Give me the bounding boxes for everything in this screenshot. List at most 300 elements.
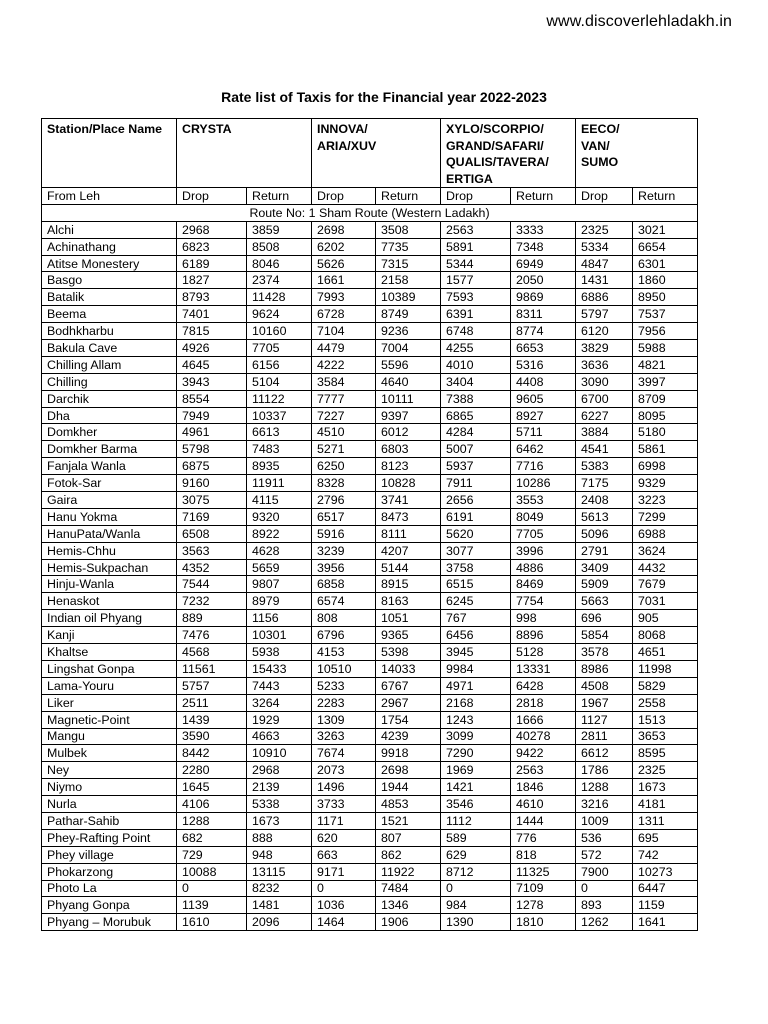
crysta-drop-cell: 3943 (177, 373, 247, 390)
crysta-return-cell: 1929 (247, 711, 312, 728)
table-row (42, 441, 698, 458)
station-name-cell: Hemis-Sukpachan (42, 559, 177, 576)
table-row (42, 728, 698, 745)
xylo-return-cell: 1666 (511, 711, 576, 728)
crysta-drop-cell: 5757 (177, 677, 247, 694)
xylo-drop-cell: 4255 (441, 340, 511, 357)
crysta-return-cell: 2139 (247, 779, 312, 796)
return-header-cell: Return (633, 188, 698, 205)
crysta-drop-cell: 4106 (177, 796, 247, 813)
xylo-drop-cell: 7911 (441, 475, 511, 492)
innova-return-cell: 8123 (376, 458, 441, 475)
eeco-drop-cell: 0 (576, 880, 633, 897)
vehicle-group-line: QUALIS/TAVERA/ (446, 155, 549, 169)
station-name-cell: Phey village (42, 846, 177, 863)
innova-drop-cell: 1661 (312, 272, 376, 289)
crysta-drop-cell: 1439 (177, 711, 247, 728)
station-name-cell: Magnetic-Point (42, 711, 177, 728)
crysta-drop-cell: 4352 (177, 559, 247, 576)
taxi-rate-table (41, 118, 698, 931)
innova-return-cell: 9236 (376, 323, 441, 340)
crysta-drop-cell: 1645 (177, 779, 247, 796)
table-row (42, 458, 698, 475)
crysta-drop-cell: 4568 (177, 644, 247, 661)
crysta-return-cell: 8922 (247, 525, 312, 542)
innova-return-cell: 9918 (376, 745, 441, 762)
eeco-return-cell: 5180 (633, 424, 698, 441)
xylo-drop-cell: 7593 (441, 289, 511, 306)
innova-drop-cell: 3584 (312, 373, 376, 390)
eeco-return-cell: 7299 (633, 508, 698, 525)
innova-return-cell: 1906 (376, 914, 441, 931)
table-row (42, 390, 698, 407)
xylo-drop-cell: 5937 (441, 458, 511, 475)
xylo-drop-cell: 6748 (441, 323, 511, 340)
xylo-return-cell: 7754 (511, 593, 576, 610)
crysta-return-cell: 10160 (247, 323, 312, 340)
xylo-drop-cell: 6245 (441, 593, 511, 610)
innova-drop-cell: 10510 (312, 660, 376, 677)
eeco-return-cell: 905 (633, 610, 698, 627)
eeco-drop-cell: 5854 (576, 627, 633, 644)
crysta-return-cell: 2096 (247, 914, 312, 931)
eeco-return-cell: 3653 (633, 728, 698, 745)
table-row (42, 508, 698, 525)
crysta-return-cell: 948 (247, 846, 312, 863)
table-row (42, 796, 698, 813)
innova-drop-cell: 5626 (312, 255, 376, 272)
crysta-return-cell: 5938 (247, 644, 312, 661)
innova-drop-cell: 620 (312, 829, 376, 846)
table-row (42, 812, 698, 829)
table-row (42, 475, 698, 492)
crysta-return-cell: 11428 (247, 289, 312, 306)
innova-return-cell: 5596 (376, 356, 441, 373)
crysta-return-cell: 4663 (247, 728, 312, 745)
xylo-drop-cell: 6456 (441, 627, 511, 644)
eeco-drop-cell: 5613 (576, 508, 633, 525)
xylo-drop-cell: 5007 (441, 441, 511, 458)
table-row (42, 576, 698, 593)
xylo-drop-cell: 3404 (441, 373, 511, 390)
eeco-return-cell: 9329 (633, 475, 698, 492)
station-name-cell: Domkher (42, 424, 177, 441)
station-name-cell: Darchik (42, 390, 177, 407)
xylo-drop-cell: 5620 (441, 525, 511, 542)
innova-return-cell: 4853 (376, 796, 441, 813)
crysta-return-cell: 1156 (247, 610, 312, 627)
innova-return-cell: 8111 (376, 525, 441, 542)
vehicle-group-header (177, 119, 312, 188)
station-name-cell: Liker (42, 694, 177, 711)
station-name-cell: Nurla (42, 796, 177, 813)
innova-return-cell: 6012 (376, 424, 441, 441)
innova-drop-cell: 2073 (312, 762, 376, 779)
innova-drop-cell: 5233 (312, 677, 376, 694)
xylo-return-cell: 818 (511, 846, 576, 863)
eeco-drop-cell: 3216 (576, 796, 633, 813)
xylo-return-cell: 8049 (511, 508, 576, 525)
crysta-return-cell: 4628 (247, 542, 312, 559)
xylo-return-cell: 2818 (511, 694, 576, 711)
xylo-return-cell: 3996 (511, 542, 576, 559)
station-name-cell: HanuPata/Wanla (42, 525, 177, 542)
xylo-return-cell: 7109 (511, 880, 576, 897)
eeco-drop-cell: 4847 (576, 255, 633, 272)
innova-drop-cell: 2698 (312, 221, 376, 238)
crysta-return-cell: 8046 (247, 255, 312, 272)
table-row (42, 272, 698, 289)
innova-drop-cell: 4153 (312, 644, 376, 661)
eeco-return-cell: 5988 (633, 340, 698, 357)
vehicle-group-line: SUMO (581, 155, 619, 169)
table-row (42, 660, 698, 677)
xylo-drop-cell: 2656 (441, 492, 511, 509)
eeco-drop-cell: 2325 (576, 221, 633, 238)
eeco-drop-cell: 1967 (576, 694, 633, 711)
xylo-drop-cell: 6191 (441, 508, 511, 525)
crysta-drop-cell: 6508 (177, 525, 247, 542)
crysta-return-cell: 4115 (247, 492, 312, 509)
eeco-return-cell: 4651 (633, 644, 698, 661)
eeco-drop-cell: 5383 (576, 458, 633, 475)
innova-drop-cell: 3733 (312, 796, 376, 813)
table-row (42, 863, 698, 880)
xylo-return-cell: 6949 (511, 255, 576, 272)
drop-header-cell: Drop (312, 188, 376, 205)
table-row (42, 829, 698, 846)
crysta-drop-cell: 7401 (177, 306, 247, 323)
eeco-drop-cell: 5334 (576, 238, 633, 255)
station-name-cell: Phyang – Morubuk (42, 914, 177, 931)
crysta-drop-cell: 682 (177, 829, 247, 846)
innova-drop-cell: 7674 (312, 745, 376, 762)
innova-drop-cell: 6728 (312, 306, 376, 323)
xylo-drop-cell: 2563 (441, 221, 511, 238)
xylo-return-cell: 1444 (511, 812, 576, 829)
table-row (42, 373, 698, 390)
eeco-drop-cell: 7175 (576, 475, 633, 492)
vehicle-group-line: ARIA/XUV (317, 138, 377, 153)
crysta-drop-cell: 1827 (177, 272, 247, 289)
eeco-return-cell: 6447 (633, 880, 698, 897)
crysta-drop-cell: 6823 (177, 238, 247, 255)
crysta-drop-cell: 2968 (177, 221, 247, 238)
xylo-return-cell: 10286 (511, 475, 576, 492)
innova-drop-cell: 7777 (312, 390, 376, 407)
crysta-return-cell: 10910 (247, 745, 312, 762)
eeco-drop-cell: 696 (576, 610, 633, 627)
innova-return-cell: 10828 (376, 475, 441, 492)
innova-return-cell: 14033 (376, 660, 441, 677)
innova-return-cell: 8749 (376, 306, 441, 323)
xylo-return-cell: 5128 (511, 644, 576, 661)
table-row (42, 880, 698, 897)
drop-header-cell: Drop (177, 188, 247, 205)
xylo-drop-cell: 3099 (441, 728, 511, 745)
innova-return-cell: 11922 (376, 863, 441, 880)
innova-drop-cell: 1464 (312, 914, 376, 931)
crysta-drop-cell: 889 (177, 610, 247, 627)
crysta-return-cell: 11122 (247, 390, 312, 407)
eeco-drop-cell: 1288 (576, 779, 633, 796)
station-name-cell: Photo La (42, 880, 177, 897)
table-row (42, 593, 698, 610)
eeco-drop-cell: 3578 (576, 644, 633, 661)
crysta-return-cell: 8232 (247, 880, 312, 897)
route-label: Route No: 1 Sham Route (Western Ladakh) (42, 204, 698, 221)
xylo-drop-cell: 984 (441, 897, 511, 914)
crysta-return-cell: 9624 (247, 306, 312, 323)
innova-drop-cell: 6517 (312, 508, 376, 525)
table-subheader-row (42, 188, 698, 205)
xylo-drop-cell: 1390 (441, 914, 511, 931)
innova-return-cell: 8163 (376, 593, 441, 610)
crysta-return-cell: 8508 (247, 238, 312, 255)
crysta-drop-cell: 1610 (177, 914, 247, 931)
xylo-return-cell: 7705 (511, 525, 576, 542)
innova-return-cell: 807 (376, 829, 441, 846)
crysta-return-cell: 1481 (247, 897, 312, 914)
eeco-drop-cell: 2811 (576, 728, 633, 745)
innova-return-cell: 7315 (376, 255, 441, 272)
xylo-return-cell: 9869 (511, 289, 576, 306)
station-name-cell: Chilling (42, 373, 177, 390)
table-row (42, 644, 698, 661)
xylo-drop-cell: 8712 (441, 863, 511, 880)
station-name-cell: Basgo (42, 272, 177, 289)
xylo-drop-cell: 1969 (441, 762, 511, 779)
innova-drop-cell: 1036 (312, 897, 376, 914)
crysta-return-cell: 3264 (247, 694, 312, 711)
innova-return-cell: 4640 (376, 373, 441, 390)
xylo-drop-cell: 3546 (441, 796, 511, 813)
eeco-drop-cell: 5663 (576, 593, 633, 610)
xylo-drop-cell: 1112 (441, 812, 511, 829)
station-name-cell: Beema (42, 306, 177, 323)
route-row (42, 204, 698, 221)
eeco-drop-cell: 1009 (576, 812, 633, 829)
station-name-cell: Indian oil Phyang (42, 610, 177, 627)
eeco-drop-cell: 4508 (576, 677, 633, 694)
eeco-drop-cell: 6120 (576, 323, 633, 340)
xylo-return-cell: 40278 (511, 728, 576, 745)
crysta-drop-cell: 3563 (177, 542, 247, 559)
eeco-return-cell: 1311 (633, 812, 698, 829)
crysta-return-cell: 10337 (247, 407, 312, 424)
xylo-return-cell: 8774 (511, 323, 576, 340)
innova-return-cell: 1346 (376, 897, 441, 914)
eeco-return-cell: 4181 (633, 796, 698, 813)
innova-return-cell: 1944 (376, 779, 441, 796)
eeco-return-cell: 10273 (633, 863, 698, 880)
innova-drop-cell: 6796 (312, 627, 376, 644)
xylo-drop-cell: 6391 (441, 306, 511, 323)
eeco-return-cell: 1159 (633, 897, 698, 914)
table-row (42, 525, 698, 542)
crysta-return-cell: 15433 (247, 660, 312, 677)
station-name-cell: Hemis-Chhu (42, 542, 177, 559)
xylo-return-cell: 3553 (511, 492, 576, 509)
table-header-row (42, 119, 698, 188)
xylo-drop-cell: 629 (441, 846, 511, 863)
innova-return-cell: 10389 (376, 289, 441, 306)
station-name-cell: Bakula Cave (42, 340, 177, 357)
innova-return-cell: 8915 (376, 576, 441, 593)
innova-drop-cell: 7993 (312, 289, 376, 306)
xylo-return-cell: 776 (511, 829, 576, 846)
eeco-return-cell: 1641 (633, 914, 698, 931)
crysta-drop-cell: 3075 (177, 492, 247, 509)
innova-drop-cell: 6858 (312, 576, 376, 593)
crysta-return-cell: 5338 (247, 796, 312, 813)
crysta-return-cell: 7483 (247, 441, 312, 458)
xylo-return-cell: 9422 (511, 745, 576, 762)
from-leh-cell: From Leh (42, 188, 177, 205)
table-row (42, 914, 698, 931)
innova-return-cell: 862 (376, 846, 441, 863)
crysta-drop-cell: 4926 (177, 340, 247, 357)
crysta-return-cell: 6613 (247, 424, 312, 441)
innova-drop-cell: 6202 (312, 238, 376, 255)
crysta-drop-cell: 8442 (177, 745, 247, 762)
station-name-cell: Khaltse (42, 644, 177, 661)
xylo-return-cell: 6462 (511, 441, 576, 458)
crysta-drop-cell: 8554 (177, 390, 247, 407)
eeco-return-cell: 11998 (633, 660, 698, 677)
crysta-drop-cell: 5798 (177, 441, 247, 458)
station-name-cell: Domkher Barma (42, 441, 177, 458)
vehicle-group-header (312, 119, 441, 188)
eeco-return-cell: 3223 (633, 492, 698, 509)
station-name-cell: Henaskot (42, 593, 177, 610)
eeco-drop-cell: 2791 (576, 542, 633, 559)
innova-return-cell: 3508 (376, 221, 441, 238)
station-name-cell: Gaira (42, 492, 177, 509)
table-row (42, 221, 698, 238)
eeco-drop-cell: 1431 (576, 272, 633, 289)
eeco-drop-cell: 7900 (576, 863, 633, 880)
eeco-drop-cell: 2408 (576, 492, 633, 509)
innova-return-cell: 8473 (376, 508, 441, 525)
station-name-cell: Hinju-Wanla (42, 576, 177, 593)
eeco-drop-cell: 536 (576, 829, 633, 846)
eeco-drop-cell: 6227 (576, 407, 633, 424)
vehicle-group-line: CRYSTA (182, 122, 232, 136)
innova-return-cell: 9397 (376, 407, 441, 424)
xylo-return-cell: 998 (511, 610, 576, 627)
station-name-cell: Ney (42, 762, 177, 779)
innova-drop-cell: 0 (312, 880, 376, 897)
innova-drop-cell: 8328 (312, 475, 376, 492)
drop-header-cell: Drop (576, 188, 633, 205)
table-row (42, 542, 698, 559)
eeco-drop-cell: 5797 (576, 306, 633, 323)
eeco-return-cell: 1513 (633, 711, 698, 728)
vehicle-group-line: VAN/ (581, 138, 610, 153)
eeco-return-cell: 6998 (633, 458, 698, 475)
eeco-drop-cell: 6700 (576, 390, 633, 407)
station-name-cell: Fotok-Sar (42, 475, 177, 492)
xylo-drop-cell: 0 (441, 880, 511, 897)
vehicle-group-line: GRAND/SAFARI/ (446, 138, 544, 153)
xylo-drop-cell: 1421 (441, 779, 511, 796)
crysta-return-cell: 13115 (247, 863, 312, 880)
xylo-drop-cell: 9984 (441, 660, 511, 677)
innova-drop-cell: 2796 (312, 492, 376, 509)
table-row (42, 897, 698, 914)
crysta-drop-cell: 4645 (177, 356, 247, 373)
return-header-cell: Return (511, 188, 576, 205)
xylo-drop-cell: 4284 (441, 424, 511, 441)
crysta-return-cell: 3859 (247, 221, 312, 238)
innova-return-cell: 5144 (376, 559, 441, 576)
table-row (42, 677, 698, 694)
station-name-cell: Achinathang (42, 238, 177, 255)
table-row (42, 255, 698, 272)
xylo-drop-cell: 1243 (441, 711, 511, 728)
innova-return-cell: 2967 (376, 694, 441, 711)
crysta-drop-cell: 4961 (177, 424, 247, 441)
crysta-return-cell: 9320 (247, 508, 312, 525)
xylo-return-cell: 11325 (511, 863, 576, 880)
crysta-drop-cell: 11561 (177, 660, 247, 677)
eeco-drop-cell: 3636 (576, 356, 633, 373)
xylo-return-cell: 4886 (511, 559, 576, 576)
innova-drop-cell: 9171 (312, 863, 376, 880)
vehicle-group-header (441, 119, 576, 188)
table-row (42, 610, 698, 627)
xylo-drop-cell: 5344 (441, 255, 511, 272)
eeco-drop-cell: 3884 (576, 424, 633, 441)
innova-drop-cell: 1496 (312, 779, 376, 796)
station-name-cell: Phey-Rafting Point (42, 829, 177, 846)
station-name-cell: Mulbek (42, 745, 177, 762)
xylo-drop-cell: 5891 (441, 238, 511, 255)
xylo-return-cell: 5711 (511, 424, 576, 441)
station-name-cell: Batalik (42, 289, 177, 306)
innova-drop-cell: 3239 (312, 542, 376, 559)
vehicle-group-line: ERTIGA (446, 171, 493, 186)
eeco-return-cell: 7956 (633, 323, 698, 340)
eeco-return-cell: 8095 (633, 407, 698, 424)
innova-drop-cell: 663 (312, 846, 376, 863)
eeco-drop-cell: 3409 (576, 559, 633, 576)
eeco-return-cell: 7679 (633, 576, 698, 593)
crysta-return-cell: 11911 (247, 475, 312, 492)
xylo-return-cell: 8927 (511, 407, 576, 424)
xylo-return-cell: 5316 (511, 356, 576, 373)
xylo-return-cell: 6653 (511, 340, 576, 357)
xylo-return-cell: 8896 (511, 627, 576, 644)
table-row (42, 323, 698, 340)
eeco-drop-cell: 5096 (576, 525, 633, 542)
crysta-drop-cell: 2280 (177, 762, 247, 779)
xylo-return-cell: 3333 (511, 221, 576, 238)
crysta-return-cell: 7443 (247, 677, 312, 694)
table-row (42, 238, 698, 255)
eeco-drop-cell: 893 (576, 897, 633, 914)
crysta-return-cell: 8935 (247, 458, 312, 475)
crysta-drop-cell: 7815 (177, 323, 247, 340)
innova-drop-cell: 3956 (312, 559, 376, 576)
eeco-return-cell: 4432 (633, 559, 698, 576)
crysta-return-cell: 6156 (247, 356, 312, 373)
innova-return-cell: 4239 (376, 728, 441, 745)
crysta-drop-cell: 7949 (177, 407, 247, 424)
station-name-cell: Kanji (42, 627, 177, 644)
innova-return-cell: 7484 (376, 880, 441, 897)
